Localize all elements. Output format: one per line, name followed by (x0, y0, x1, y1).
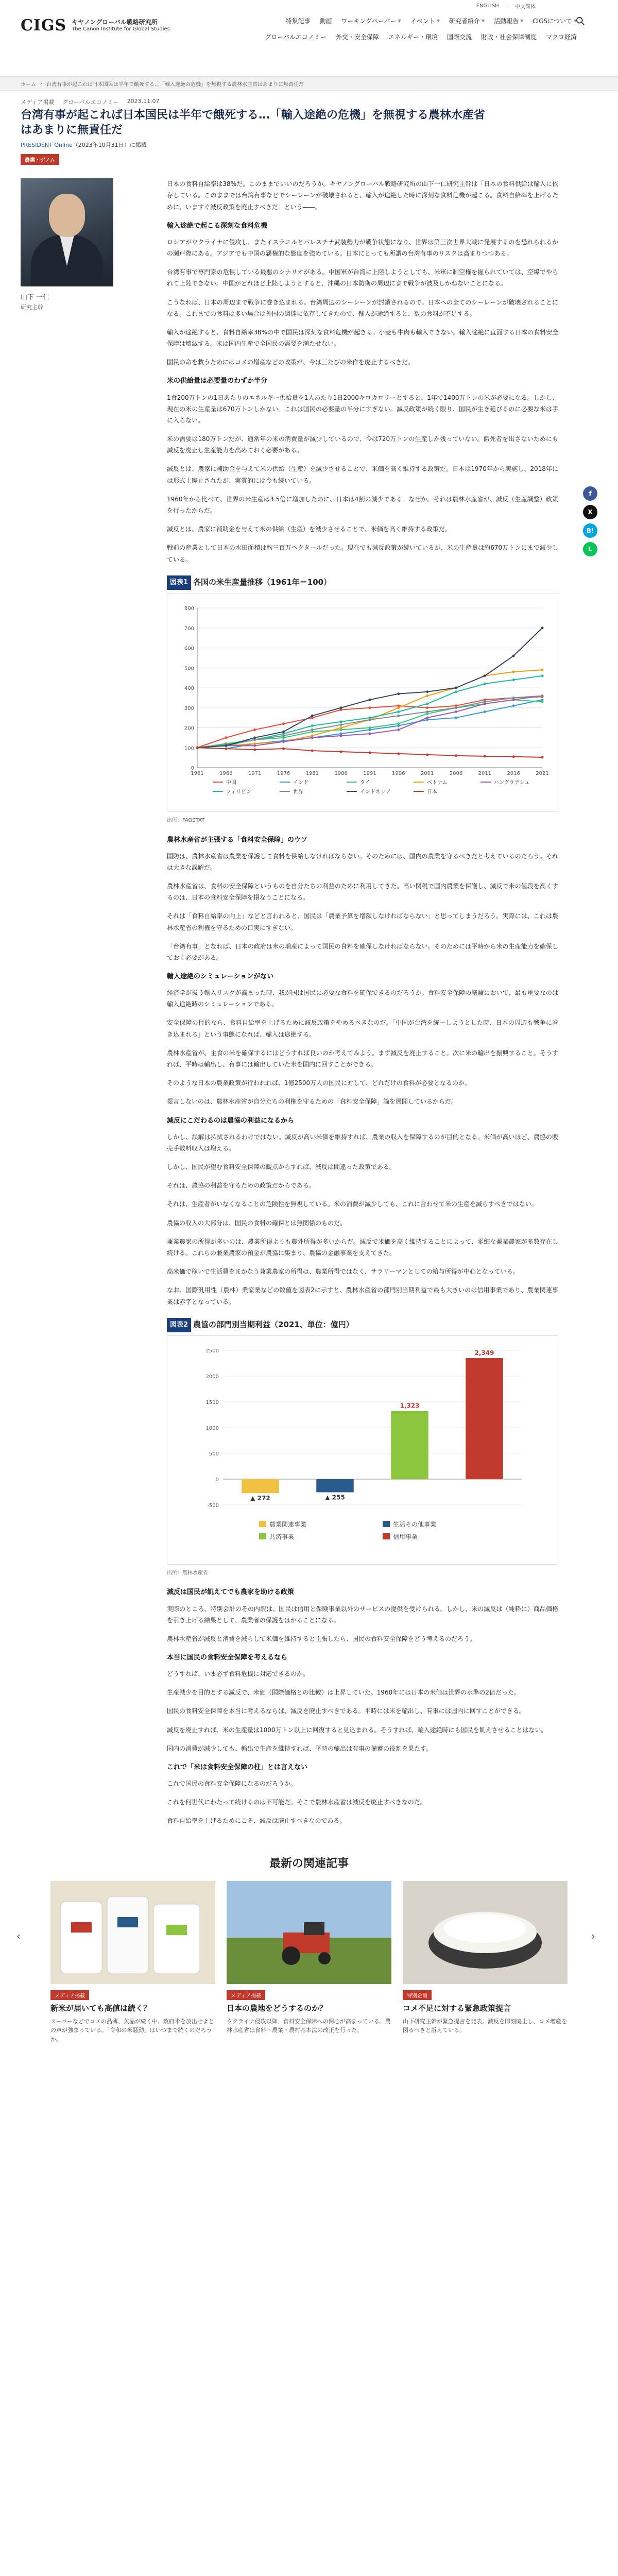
data-point (512, 679, 515, 681)
article-body (167, 178, 558, 1834)
nav-item-about[interactable]: CIGSについて ▼ (533, 18, 577, 25)
carousel-next-icon[interactable]: › (591, 1929, 595, 1942)
section-heading: 農林水産省が主張する「食料安全保障」のウソ (167, 836, 308, 844)
paragraph: 減反を廃止すれば、米の生産量は1000万トン以上に回復すると見込まれる。そうすれば、輸入途絶時にも国民を飢えさせることはない。 (167, 1726, 547, 1734)
y-tick-label: 700 (184, 625, 194, 632)
paragraph: 減反とは、農家に補助金を与えて米の供給（生産）を減少させることで、米価を高く維持する政策だ。日本は1970年から実施し、2018年には形式上廃止されたが、実質的には今も続いている。 (167, 465, 558, 484)
bar (391, 1411, 428, 1479)
section-heading: 本当に国民の食料安全保障を考えるなら (167, 1654, 288, 1662)
data-point (455, 716, 457, 719)
bar (316, 1479, 354, 1493)
related-title[interactable]: コメ不足に対する緊急政策提言 (403, 2003, 511, 2013)
data-point (541, 674, 544, 677)
nav-item-video[interactable]: 動画 (319, 18, 332, 25)
article-meta (0, 91, 618, 106)
legend-label: タイ (360, 779, 370, 786)
site-logo[interactable] (21, 16, 170, 35)
data-point (455, 690, 457, 693)
data-point (397, 706, 400, 709)
series-line-フィリピン (197, 676, 542, 748)
paragraph: ロシアがウクライナに侵攻し、またイスラエルとパレスチナ武装勢力が戦争状態になり、世界は第三次世界大戦に発展するのを恐れられるかの瀬戸際にある。アジアでも中国の覇権的な態度を強めている。日本にとっても所謂の台湾有事のリスクは高まりつつある。 (167, 238, 558, 257)
paragraph: 減反とは、農家に補助金を与えて米の供給（生産）を減少させることで、米価を高く維持する政策だ。 (167, 526, 451, 533)
data-point (282, 734, 285, 737)
x-tick-label: 2001 (420, 770, 434, 776)
author-photo[interactable] (21, 178, 113, 286)
bar (242, 1479, 279, 1493)
site-header (0, 11, 618, 56)
data-point (369, 706, 371, 709)
data-point (253, 728, 256, 731)
data-point (397, 692, 400, 695)
figure2-badge: 図表2 (167, 1318, 191, 1332)
figure1-caption: 各国の米生産量推移（1961年＝100） (193, 577, 332, 587)
data-point (253, 748, 256, 751)
legend-label: バングラデシュ (494, 779, 530, 786)
data-point (512, 755, 515, 758)
paragraph: どうすれば、いま必ず食料危機に対応できるのか。 (167, 1670, 310, 1678)
y-tick-label: 400 (184, 685, 194, 691)
y-tick-label: 500 (209, 1451, 219, 1457)
meta-category[interactable]: メディア掲載 (21, 99, 55, 106)
data-point (340, 750, 342, 753)
x-tick-label: 1966 (219, 770, 233, 776)
nav-item-reports[interactable]: 活動報告 ▼ (494, 18, 524, 25)
data-point (541, 668, 544, 671)
y-tick-label: -500 (207, 1502, 219, 1509)
section-heading: 輸入途絶のシミュレーションがない (167, 973, 274, 981)
series-line-バングラデシュ (197, 696, 542, 748)
data-point (225, 748, 227, 750)
x-tick-label: 1986 (334, 770, 348, 776)
related-excerpt: ウクライナ侵攻以降、食料安全保障への関心が高まっている。農林水産省は食料・農業・農村基本法の改正を行った。 (227, 2018, 391, 2034)
breadcrumb (0, 76, 618, 91)
y-tick-label: 0 (191, 765, 194, 771)
data-point (369, 732, 371, 735)
x-tick-label: 1976 (277, 770, 290, 776)
paragraph: 「台湾有事」となれば、日本の政府は米の増産によって国民の食料を確保しなければならない。そのためには平時から米の生産能力を確保しておく必要がある。 (167, 942, 558, 961)
rice-production-chart (171, 598, 553, 804)
paragraph: 生産減少を目的とする減反で、米価（国際価格との比較）は上昇していた。1960年には日本の米価は世界の水準の2倍だった。 (167, 1689, 520, 1697)
meta-date: 2023.11.07 (127, 98, 160, 105)
x-tick-label: 2006 (449, 770, 463, 776)
nav-row-primary (216, 16, 577, 25)
source-link[interactable]: PRESIDENT Online (21, 142, 73, 149)
bar (466, 1358, 503, 1479)
share-buttons (583, 486, 597, 556)
logo-jp: キヤノングローバル戦略研究所 (72, 18, 158, 26)
chevron-down-icon: ▼ (573, 19, 577, 23)
paragraph: そのような日本の農業政策が行われれば、1億2500万人の国民に対して、どれだけの食料が必要となるのか。 (167, 1079, 471, 1087)
carousel-prev-icon[interactable]: ‹ (16, 1929, 21, 1942)
legend-label: 世界 (293, 789, 303, 795)
related-title[interactable]: 日本の農地をどうするのか？ (227, 2003, 328, 2013)
data-point (340, 720, 342, 723)
related-grid (16, 1881, 597, 2044)
chart1-box (167, 593, 558, 812)
data-point (484, 700, 486, 703)
legend-label: 日本 (427, 789, 437, 795)
x-tick-label: 1971 (248, 770, 262, 776)
nav-topic-macro[interactable]: マクロ経済 (545, 33, 577, 41)
paragraph: 安全保障の目的なら、食料自給率を上げるために減反政策をやめるべきなのだ。「中国が台湾を統一しようとした時、日本の周辺も戦争に巻き込まれる」という事態になれば、輸入は途絶する。 (167, 1019, 558, 1038)
paragraph: しかし、国民が望む食料安全保障の観点からすれば、減反は間違った政策である。 (167, 1163, 396, 1171)
paragraph: 米の需要は180万トンだが、通常年の米の消費量が減少しているので、今は720万トンの生産しか残っていない。餓死者を出さないためにも減反を廃止し生産能力を高めておく必要がある。 (167, 435, 558, 454)
section-heading: 減反にこだわるのは農協の利益になるから (167, 1116, 295, 1125)
data-point (512, 654, 515, 657)
data-point (512, 670, 515, 673)
paragraph: 戦前の産業として日本の水田面積は約三百万ヘクタールだった。現在でも減反政策が続いているが、米の生産量は約670万トンにまで減少している。 (167, 544, 558, 563)
lang-en-link[interactable]: ENGLISH (476, 3, 499, 9)
section-heading: 輸入途絶で起こる深刻な食料危機 (167, 222, 268, 230)
paragraph: 国防は、農林水産省は農業を保護して食料を供給しなければならない。そのためには、国内の農業を守るべきだと考えているのだろう。それは大きな誤解だ。 (167, 852, 558, 871)
paragraph: 高米価で稼いで生活費をまかなう兼業農家の所得は、農業所得ではなく、サラリーマンとしての給与所得が中心となっている。 (167, 1268, 519, 1276)
data-point (541, 700, 544, 703)
nav-topic-fiscal[interactable]: 財政・社会保障制度 (480, 33, 537, 41)
search-icon (573, 16, 585, 26)
related-image-rice-bowl (403, 1881, 568, 1984)
data-point (196, 747, 199, 749)
paragraph: 1960年から比べて、世界の米生産は3.5倍に増加したのに、日本は4割の減少である。なぜか。それは農林水産省が、減反（生産調整）政策を行ったからだ。 (167, 495, 558, 515)
y-tick-label: 200 (184, 725, 194, 732)
data-point (311, 736, 314, 739)
paragraph: それは「食料自給率の向上」などと言われると、国民は「農業予算を増額しなければならない」と思ってしまうだろう。実際には、これは農林水産省の利権を守るための口実にすぎない。 (167, 912, 558, 931)
y-tick-label: 300 (184, 705, 194, 711)
logo-text (72, 19, 170, 33)
related-image-tractor-field (227, 1881, 391, 1984)
logo-mark: CIGS (21, 16, 67, 35)
nav-topic-security[interactable]: 外交・安全保障 (335, 33, 379, 41)
breadcrumb-home[interactable]: ホーム (21, 81, 36, 88)
paragraph: 農林水産省は、食料の安全保障というものを自分たちの利益のために利用してきた。高い関税で国内農業を保護し、減反で米の値段を高くするのは、日本の食料安全保障を損なうことになる。 (167, 882, 558, 902)
paragraph: それは、生産者がいなくなることの危険性を無視している。米の消費が減少しても、これに合わせて米の生産を減らすべきではない。 (167, 1200, 538, 1208)
related-excerpt: スーパーなどでコメの品薄、欠品が続く中、政府米を放出せよとの声が強まっている。「令和の米騒動」はいつまで続くのだろうか。 (50, 2018, 214, 2043)
x-tick-label: 2016 (507, 770, 520, 776)
data-point (369, 751, 371, 754)
data-point (369, 718, 371, 721)
data-point (340, 726, 342, 729)
topic-tag[interactable]: 農業・ゲノム (21, 154, 59, 165)
legend-label: 農業関連事業 (269, 1520, 307, 1528)
nav-item-featured[interactable]: 特集記事 (285, 18, 311, 25)
legend-label: 信用事業 (393, 1533, 418, 1540)
legend-swatch (383, 1521, 390, 1527)
figure2-title (167, 1318, 558, 1332)
main-nav (216, 16, 577, 48)
paragraph: しかし、誤解は払拭されるわけではない。減反が高い米価を維持すれば、農業の収入を保障するのが目的となる。米価が高いほど、農協の販売手数料収入は増える。 (167, 1133, 558, 1152)
chart1-source: 出所：FAOSTAT (167, 818, 205, 824)
paragraph: これで国民の食料安全保障になるのだろうか。 (167, 1780, 297, 1788)
related-card[interactable] (403, 1881, 568, 2044)
legend-label: 中国 (226, 779, 236, 786)
data-point (541, 756, 544, 758)
paragraph: 農協の収入の大部分は、国民の食料の確保とは無関係のものだ。 (167, 1219, 347, 1227)
x-tick-label: 2011 (478, 770, 492, 776)
legend-label: ベトナム (427, 779, 448, 786)
y-tick-label: 2500 (205, 1348, 219, 1354)
data-point (253, 744, 256, 747)
topbar (0, 0, 618, 11)
chevron-down-icon: ▼ (520, 19, 524, 23)
data-point (340, 723, 342, 726)
data-point (397, 710, 400, 713)
data-label: ▲ 255 (325, 1494, 345, 1501)
related-image-rice-bags (50, 1881, 215, 1984)
x-tick-label: 1981 (305, 770, 319, 776)
x-tick-label: 2021 (536, 770, 549, 776)
data-point (455, 706, 457, 709)
related-card[interactable] (227, 1881, 391, 2044)
data-point (484, 674, 486, 677)
legend-swatch (383, 1533, 390, 1539)
data-point (512, 704, 515, 707)
chart2-box (167, 1335, 558, 1565)
data-point (282, 731, 285, 733)
data-point (282, 740, 285, 743)
paragraph: なお、国際汎用性（農林）業家業などの数値を図表2に示すと、農林水産省の部門別当期利益で最も大きいのは信用事業であり、農業関連事業は赤字となっている。 (167, 1286, 558, 1306)
related-category: メディア掲載 (227, 1990, 265, 2000)
chevron-down-icon: ▼ (436, 19, 440, 23)
data-point (282, 722, 285, 725)
y-tick-label: 500 (184, 666, 194, 672)
chevron-down-icon: ▼ (398, 19, 401, 23)
nav-item-events[interactable]: イベント ▼ (410, 18, 440, 25)
nav-topic-global-economy[interactable]: グローバルエコノミー (265, 33, 327, 41)
legend-label: 共済事業 (269, 1533, 295, 1540)
data-point (397, 728, 400, 731)
meta-section[interactable]: グローバルエコノミー (62, 99, 119, 106)
data-point (484, 683, 486, 685)
data-point (311, 749, 314, 752)
facebook-share-button[interactable]: f (583, 486, 597, 501)
nokyo-profit-chart (171, 1340, 553, 1556)
data-point (397, 752, 400, 755)
paragraph: これを何世代にわたって続けるのは不可能だ。そこで農林水産省は減反を廃止すべきなのだ。 (167, 1799, 426, 1806)
breadcrumb-separator: › (40, 80, 42, 87)
nav-topic-exchange[interactable]: 国際交流 (447, 33, 472, 41)
data-label: 1,323 (400, 1402, 420, 1410)
hatena-share-button[interactable]: B! (583, 523, 597, 538)
lang-separator: | (506, 3, 508, 9)
author-role: 研究主幹 (21, 304, 43, 311)
data-point (426, 716, 428, 719)
nav-item-researchers[interactable]: 研究者紹介 ▼ (449, 18, 485, 25)
figure2-caption: 農協の部門別当期利益（2021、単位：億円） (193, 1319, 354, 1329)
source-note: （2023年10月31日）に掲載 (72, 142, 147, 149)
paragraph: 提言しないのは、農林水産省が自分たちの利権を守るための「食料安全保障」論を展開しているからだ。 (167, 1098, 458, 1106)
nav-row-topics (216, 32, 577, 41)
article-wrap (0, 167, 618, 1834)
y-tick-label: 0 (215, 1477, 219, 1483)
nav-topic-energy[interactable]: エネルギー・環境 (388, 33, 438, 41)
data-point (340, 734, 342, 737)
line-share-button[interactable]: L (583, 542, 597, 556)
y-tick-label: 100 (184, 745, 194, 752)
x-tick-label: 1996 (392, 770, 405, 776)
paragraph: 農林水産省が減反と消費を減らして米価を維持すると主張したら、国民の食料安全保障をどう考えるのだろう。 (167, 1635, 476, 1642)
paragraph: 台湾有事で専門家の危惧している最悪のシナリオがある。中国軍が台湾に上陸しようとしても、米軍に制空権を握られていては、空爆でやられて上陸できない。中国がどれほど上陸しようとすると、沖縄の日本防衛の周辺にまで戦争が波及しかねないことになる。 (167, 268, 558, 287)
related-excerpt: 山下研究主幹が緊急提言を発表。減反を即刻廃止し、コメ増産を図るべきと訴えている。 (403, 2018, 567, 2034)
data-point (512, 697, 515, 699)
paragraph: 輸入が途絶すると、食料自給率38%の中で国民は深刻な食料危機が起きる。小麦も牛肉も輸入できない。輸入途絶に直面する日本の食料安全保障は壊滅する。米は国内生産で全国民の需要を満たせない。 (167, 328, 558, 348)
author-name[interactable]: 山下 一仁 (21, 294, 50, 302)
legend-swatch (259, 1521, 266, 1527)
section-heading: 減反は国民が飢えてでも農家を助ける政策 (167, 1588, 295, 1597)
paragraph: 実際のところ、特別会計のその内訳は、国民は信用と保険事業以外のサービスの提供を受けられる。しかし、米の減反は（純粋に）商品価格を引き上げる結果として、農業者の保護をはかることになる。 (167, 1605, 558, 1624)
data-label: 2,349 (474, 1349, 494, 1357)
data-point (426, 710, 428, 713)
data-point (455, 686, 457, 689)
data-point (282, 748, 285, 750)
data-point (484, 710, 486, 713)
legend-label: インド (293, 779, 308, 786)
y-tick-label: 600 (184, 646, 194, 652)
paragraph: 経済学が扱う輸入リスクが高まった時、我が国は国民に必要な食料を確保できるのだろうか。食料安全保障の議論において、最も重要なのは輸入途絶時のシミュレーションである。 (167, 989, 558, 1008)
legend-label: 生活その他事業 (393, 1520, 437, 1528)
related-card[interactable] (50, 1881, 215, 2044)
logo-en: The Canon Institute for Global Studies (72, 26, 170, 32)
data-point (541, 626, 544, 629)
data-point (311, 728, 314, 731)
x-tick-label: 1961 (191, 770, 204, 776)
data-point (426, 690, 428, 693)
x-tick-label: 1991 (363, 770, 376, 776)
article-source (0, 138, 618, 152)
y-tick-label: 1000 (205, 1425, 219, 1431)
paragraph: 1食200万トンの1日あたりのエネルギー供給量を1人あたり1日2000キロカロリーとすると、1年で1400万トンの米が必要になる。しかし、現在の米の生産量は670万トンしかない。これは国民の必要量の半分にすぎない。減反政策が続く限り、国民が生き延びるのに必要な米は手に入らない。 (167, 394, 558, 424)
paragraph: こうなれば、日本の周辺まで戦争に巻き込まれる。台湾周辺のシーレーンが封鎖されるので、日本への全てのシーレーンが破壊されることになる。これまでの食料は多い場合は外国の調達に依存してきたので、輸入が途絶すると、数の食料が不足する。 (167, 298, 558, 317)
paragraph: 食料自給率を上げるためにこそ、減反は廃止すべきなのである。 (167, 1817, 346, 1825)
chevron-down-icon: ▼ (481, 19, 485, 23)
section-heading: 米の供給量は必要量のわずか半分 (167, 377, 268, 385)
data-point (225, 744, 227, 747)
data-point (397, 722, 400, 725)
data-point (455, 754, 457, 757)
y-tick-label: 2000 (205, 1374, 219, 1380)
paragraph: 国民の食料安全保障を本当に考えるならば、減反を廃止すべきである。平時には米を輸出し、有事には国内に回すことができる。 (167, 1707, 525, 1715)
data-point (340, 706, 342, 709)
data-label: ▲ 272 (250, 1494, 270, 1502)
related-section (0, 1834, 618, 2044)
data-point (311, 715, 314, 717)
legend-label: フィリピン (226, 789, 252, 795)
paragraph: 農林水産省が、主食の米を確保するにはどうすれば良いのか考えてみよう。まず減反を廃止すること。次に米の輸出を振興すること。そうすれば、平時は輸出し、有事には輸出していた米を国内に回すことができる。 (167, 1049, 558, 1069)
data-point (397, 715, 400, 717)
breadcrumb-current: 台湾有事が起これば日本国民は半年で餓死する…「輸入途絶の危機」を無視する農林水産省はあまりに無責任だ (46, 81, 304, 88)
figure1-title (167, 575, 558, 590)
data-point (369, 699, 371, 701)
chart2-source: 出所：農林水産省 (167, 1570, 208, 1576)
x-share-button[interactable]: X (583, 505, 597, 519)
paragraph: 国民の命を救うためにはコメの増産などの政策が、今は三たびの米作を廃止するべきだ。 (167, 359, 415, 366)
lang-cn-link[interactable]: 中文简体 (515, 4, 536, 10)
data-point (225, 736, 227, 739)
data-point (311, 724, 314, 727)
related-title[interactable]: 新米が届いても高値は続く？ (50, 2003, 151, 2013)
legend-swatch (259, 1533, 266, 1539)
data-point (426, 694, 428, 697)
paragraph: それは、農協の利益を守るための政策だからである。 (167, 1182, 315, 1190)
paragraph: 日本の食料自給率は38%だ。このままでいいのだろうか。キヤノングローバル戦略研究所の山下一仁研究主幹は「日本の食料供給は輸入に依存している。このままでは台湾有事などでシーレーンが破壊されると、輸入が途絶した時に深刻な食料危機が起こる。食料自給率を上げるために、いますぐ減反政策を廃止すべきだ」という――。 (167, 180, 558, 211)
nav-item-working-papers[interactable]: ワーキングペーパー ▼ (341, 18, 401, 25)
data-point (426, 706, 428, 709)
data-point (541, 694, 544, 697)
paragraph: 兼業農家の所得が多いのは、農業所得よりも農外所得が多いからだ。減反で米価を高く維持することによって、零細な兼業農家が多数存在し続ける。これらの兼業農家の預金が農協に集まり、農協の金融事業を支えてきた。 (167, 1238, 558, 1257)
page-title: 台湾有事が起これば日本国民は半年で餓死する…「輸入途絶の危機」を無視する農林水産省はあまりに無責任だ (21, 109, 486, 137)
data-point (484, 755, 486, 757)
data-point (455, 710, 457, 713)
related-category: メディア掲載 (50, 1990, 89, 2000)
data-point (253, 736, 256, 739)
series-line-世界 (197, 696, 542, 748)
related-category: 特別企画 (403, 1990, 432, 2000)
legend-label: インドネシア (360, 789, 391, 795)
data-point (369, 726, 371, 729)
y-tick-label: 1500 (205, 1399, 219, 1405)
search-button[interactable] (573, 16, 587, 28)
paragraph: 国内の消費が減少しても、輸出で生産を維持すれば、平時の輸出は有事の備蓄の役割を果たす。 (167, 1744, 433, 1752)
data-point (426, 702, 428, 705)
figure1-badge: 図表1 (167, 575, 191, 590)
data-point (426, 753, 428, 756)
section-heading: これで「米は食料安全保障の柱」とは言えない (167, 1764, 308, 1772)
author-box (21, 178, 154, 1834)
related-heading: 最新の関連記事 (269, 1857, 349, 1870)
y-tick-label: 800 (184, 605, 194, 612)
